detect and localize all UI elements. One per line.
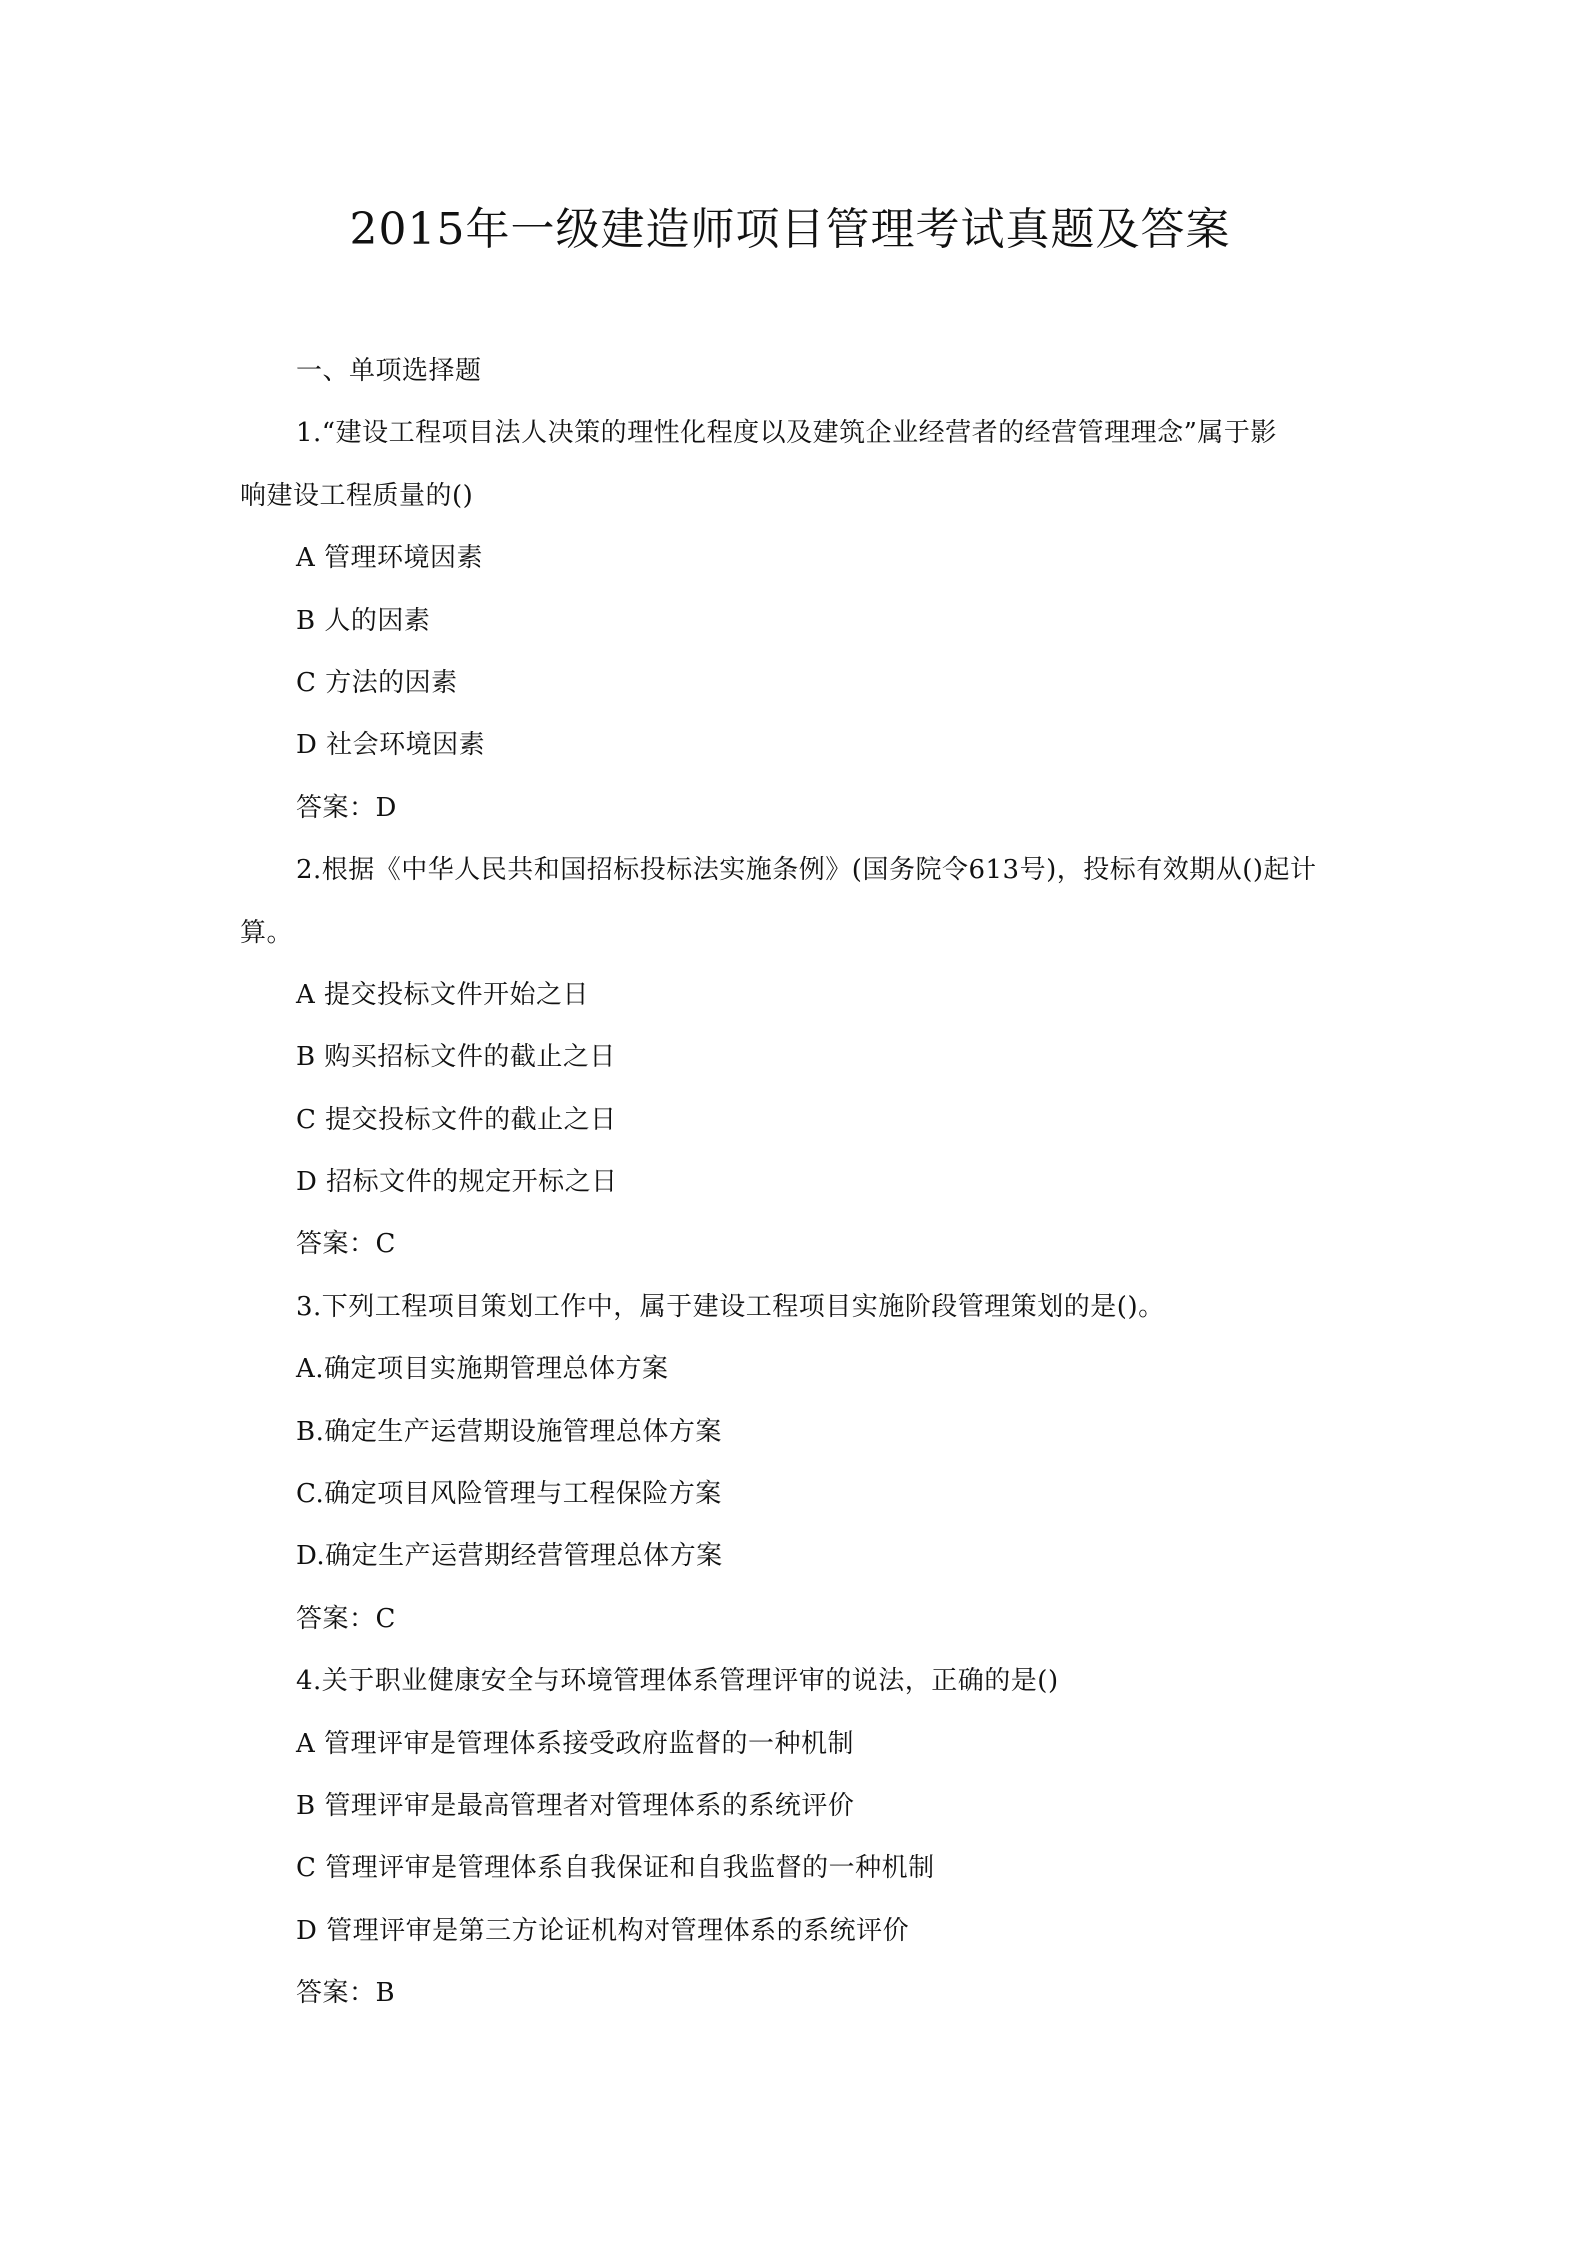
question-2-option-d: D 招标文件的规定开标之日 bbox=[296, 1167, 618, 1198]
document-body bbox=[240, 340, 1350, 2025]
question-2-option-b: B 购买招标文件的截止之日 bbox=[296, 1042, 616, 1073]
question-2-stem-continued: 算。 bbox=[240, 917, 294, 948]
section-heading: 一、单项选择题 bbox=[296, 356, 482, 386]
question-2-stem: 2.根据《中华人民共和国招标投标法实施条例》(国务院令613号)，投标有效期从()起计 bbox=[296, 855, 1317, 886]
question-3-option-a: A.确定项目实施期管理总体方案 bbox=[296, 1354, 669, 1385]
question-3-answer: 答案：C bbox=[296, 1603, 396, 1634]
question-1-option-a: A 管理环境因素 bbox=[296, 543, 484, 574]
question-4-stem: 4.关于职业健康安全与环境管理体系管理评审的说法，正确的是() bbox=[296, 1666, 1059, 1697]
question-4-option-c: C 管理评审是管理体系自我保证和自我监督的一种机制 bbox=[296, 1853, 935, 1884]
question-3-option-b: B.确定生产运营期设施管理总体方案 bbox=[296, 1416, 722, 1447]
question-2-option-c: C 提交投标文件的截止之日 bbox=[296, 1104, 617, 1135]
question-4-answer: 答案：B bbox=[296, 1978, 396, 2009]
question-1-stem: 1.“建设工程项目法人决策的理性化程度以及建筑企业经营者的经营管理理念”属于影 bbox=[296, 418, 1277, 449]
question-4-option-a: A 管理评审是管理体系接受政府监督的一种机制 bbox=[296, 1728, 855, 1759]
question-1-stem-continued: 响建设工程质量的() bbox=[240, 480, 474, 511]
question-2-answer: 答案：C bbox=[296, 1229, 396, 1260]
document-title: 2015年一级建造师项目管理考试真题及答案 bbox=[349, 204, 1231, 255]
question-1-answer: 答案：D bbox=[296, 792, 397, 823]
question-3-option-d: D.确定生产运营期经营管理总体方案 bbox=[296, 1541, 723, 1572]
question-2-option-a: A 提交投标文件开始之日 bbox=[296, 979, 590, 1010]
question-1-option-b: B 人的因素 bbox=[296, 605, 431, 636]
question-4-option-b: B 管理评审是最高管理者对管理体系的系统评价 bbox=[296, 1790, 855, 1821]
question-3-option-c: C.确定项目风险管理与工程保险方案 bbox=[296, 1479, 722, 1510]
question-4-option-d: D 管理评审是第三方论证机构对管理体系的系统评价 bbox=[296, 1915, 910, 1946]
question-3-stem: 3.下列工程项目策划工作中，属于建设工程项目实施阶段管理策划的是()。 bbox=[296, 1291, 1165, 1322]
question-1-option-d: D 社会环境因素 bbox=[296, 730, 486, 761]
question-1-option-c: C 方法的因素 bbox=[296, 667, 458, 698]
